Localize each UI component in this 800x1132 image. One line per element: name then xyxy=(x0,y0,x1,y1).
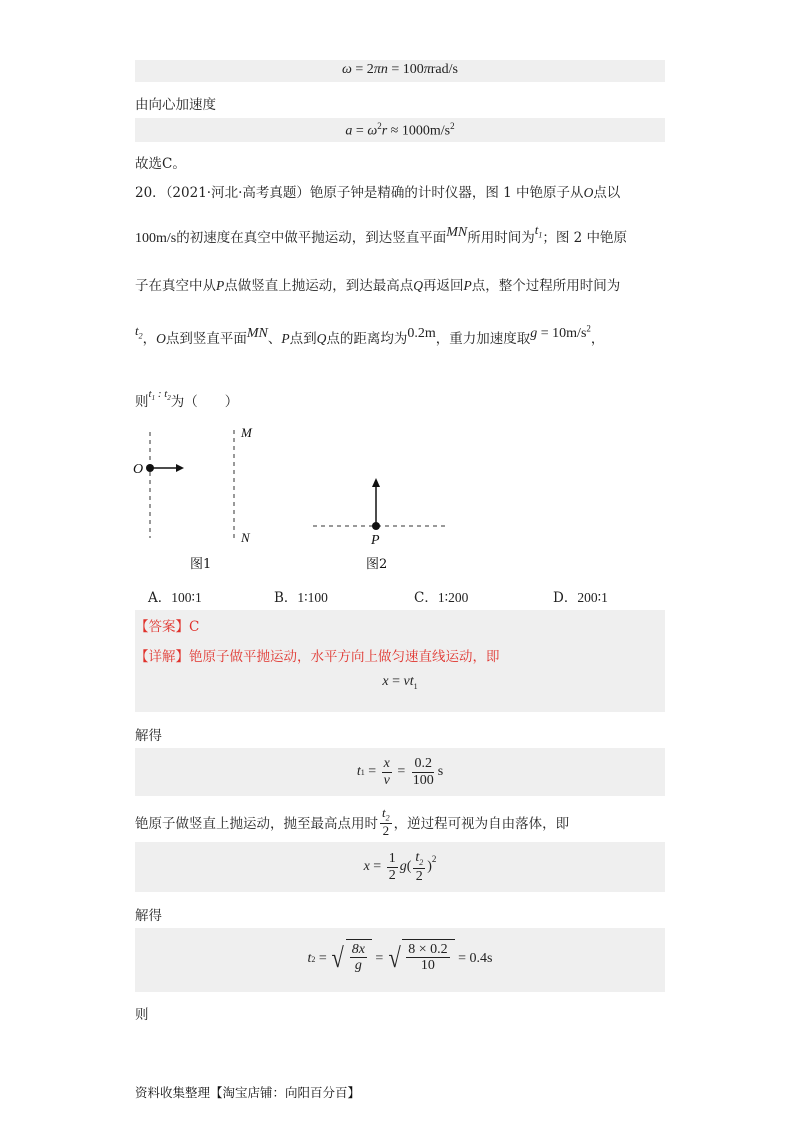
answer-value: C xyxy=(189,619,200,635)
denominator: 100 xyxy=(412,772,434,788)
sqrt-value: √ $\frac{8 \times 0.2}{10}$ xyxy=(387,939,455,979)
question-text: 铯原子钟是精确的计时仪器，图 1 中铯原子从 xyxy=(309,185,584,201)
subscript: 1 xyxy=(413,681,418,691)
line-text: 铯原子做竖直上抛运动，抛至最高点用时 xyxy=(135,816,378,833)
figures-diagram xyxy=(0,420,800,580)
footer-text: 资料收集整理【淘宝店铺：向阳百分百】 xyxy=(135,1085,361,1100)
subscript: 2 xyxy=(167,394,171,403)
vertical-throw-line xyxy=(135,806,569,839)
eq-text: = 2 xyxy=(351,62,374,77)
option-value: 200∶1 xyxy=(577,590,608,605)
option-a[interactable] xyxy=(148,586,202,606)
superscript: 2 xyxy=(586,323,591,334)
plane-MN: MN xyxy=(446,225,468,240)
omega-symbol: ω xyxy=(367,123,378,139)
superscript: 2 xyxy=(450,121,455,131)
eq-text: ≈ 1000m/s xyxy=(387,123,451,139)
n-symbol: n xyxy=(380,62,388,77)
question-text: 点做竖直上抛运动，到达最高点 xyxy=(224,278,414,294)
fraction-half xyxy=(387,851,398,883)
denominator: g xyxy=(354,958,362,974)
equation-omega xyxy=(0,62,800,78)
answer-label: 【答案】 xyxy=(135,619,189,635)
label-O: O xyxy=(133,462,144,477)
unit-text: rad/s xyxy=(430,62,458,77)
subscript: 2 xyxy=(138,331,143,341)
question-text: 所用时间为 xyxy=(467,230,535,246)
subscript: 1 xyxy=(538,230,543,240)
g-symbol: g xyxy=(530,326,538,341)
solve-label-2: 解得 xyxy=(135,908,162,924)
paren: ( xyxy=(406,859,412,874)
point-O: O xyxy=(583,185,594,200)
numerator: 0.2 xyxy=(414,756,432,772)
question-number: 20． xyxy=(135,185,166,201)
t-symbol: t xyxy=(356,764,361,779)
option-d[interactable] xyxy=(553,586,608,606)
subscript: 2 xyxy=(419,857,424,867)
option-letter: B． xyxy=(274,590,298,606)
eq-text: = xyxy=(315,951,331,966)
caption-figure-1: 图1 xyxy=(190,557,212,572)
numerator: 8 × 0.2 xyxy=(408,942,448,957)
question-text: ， xyxy=(590,331,605,347)
question-line-2 xyxy=(135,222,628,248)
question-text: 点到 xyxy=(289,331,317,347)
superscript: 2 xyxy=(377,121,382,131)
pi-symbol: π xyxy=(423,62,431,77)
question-line-4 xyxy=(135,323,605,349)
question-line-3 xyxy=(135,274,620,294)
eq-text: = xyxy=(388,674,404,689)
ratio-colon: : xyxy=(155,388,165,400)
label-centripetal: 由向心加速度 xyxy=(135,97,216,113)
question-text: 的初速度在真空中做平抛运动，到达竖直平面 xyxy=(176,230,447,246)
question-text: ；图 2 中铯原 xyxy=(542,230,628,246)
question-text: 点以 xyxy=(593,185,621,201)
eq-text: = 0.4s xyxy=(454,951,493,966)
subscript: 2 xyxy=(385,813,390,823)
point-P: P xyxy=(216,278,225,293)
question-text: 为（ ） xyxy=(170,394,239,410)
option-value: 100∶1 xyxy=(171,590,202,605)
unit-text: s xyxy=(437,764,444,779)
question-text: 、 xyxy=(267,331,282,347)
numerator: 1 xyxy=(388,851,396,867)
denominator: 10 xyxy=(420,958,435,974)
t1-symbol: t xyxy=(534,222,539,237)
t1-symbol: t xyxy=(148,388,152,400)
line-text: ，逆过程可视为自由落体，即 xyxy=(393,816,570,833)
option-b[interactable] xyxy=(274,586,328,606)
eq-text: = xyxy=(352,123,368,139)
label-M: M xyxy=(241,425,252,440)
eq-text: = xyxy=(371,951,387,966)
fraction-value xyxy=(411,756,436,788)
answer-line xyxy=(135,615,199,635)
denominator: 2 xyxy=(415,868,423,884)
point-P: P xyxy=(463,278,472,293)
point-P: P xyxy=(281,331,290,346)
equation-t2 xyxy=(0,931,800,987)
arrowhead-icon xyxy=(176,464,184,472)
question-text: 点到竖直平面 xyxy=(165,331,247,347)
t2-symbol: t xyxy=(164,388,168,400)
denominator: v xyxy=(383,772,390,788)
point-Q: Q xyxy=(413,278,423,293)
t-symbol: t xyxy=(307,951,312,966)
question-line-5 xyxy=(135,390,238,411)
omega-symbol: ω xyxy=(342,62,352,77)
subscript: 1 xyxy=(360,767,365,777)
equation-x-vt1 xyxy=(0,674,800,691)
numerator: t xyxy=(415,850,420,865)
g-symbol: g xyxy=(399,859,407,874)
option-letter: D． xyxy=(553,590,578,606)
eq-text: = 100 xyxy=(387,62,424,77)
eq-text: = xyxy=(364,764,380,779)
fraction-t2-over-2 xyxy=(413,850,425,884)
option-c[interactable] xyxy=(414,586,468,606)
eq-text: = xyxy=(369,859,385,874)
eq-text: = xyxy=(393,764,409,779)
detail-text: 铯原子做平抛运动，水平方向上做匀速直线运动，即 xyxy=(189,649,500,665)
point-Q: Q xyxy=(316,331,327,346)
r-symbol: r xyxy=(381,123,388,139)
question-line-1 xyxy=(135,181,620,201)
question-text: 点，整个过程所用时间为 xyxy=(471,278,621,294)
numerator: x xyxy=(383,756,390,772)
arrowhead-icon xyxy=(372,478,380,487)
denominator: 2 xyxy=(388,867,396,883)
option-letter: A． xyxy=(148,590,172,606)
choose-c: 故选C。 xyxy=(135,156,186,172)
option-value: 1∶100 xyxy=(297,590,328,605)
option-letter: C． xyxy=(414,590,438,606)
t2-symbol: t xyxy=(135,323,139,338)
label-N: N xyxy=(241,530,250,545)
speed-value: 100m/s xyxy=(135,231,177,246)
option-value: 1∶200 xyxy=(437,590,469,605)
g-value: = 10m/s xyxy=(537,326,587,341)
question-text: 点的距离均为 xyxy=(326,331,408,347)
fraction-x-over-v xyxy=(382,756,392,788)
label-P: P xyxy=(371,533,380,548)
question-text: ，重力加速度取 xyxy=(435,331,531,347)
equation-x-free-fall xyxy=(0,845,800,889)
then-label: 则 xyxy=(135,1007,149,1023)
x-symbol: x xyxy=(382,674,389,689)
t-symbol: t xyxy=(409,674,414,689)
numerator: t xyxy=(382,805,386,820)
detail-label: 【详解】 xyxy=(135,649,189,665)
numerator: 8x xyxy=(351,942,365,957)
question-text: 子在真空中从 xyxy=(135,278,216,294)
equation-t1 xyxy=(0,751,800,793)
sqrt-8x-over-g: √ $\frac{8x}{g}$ xyxy=(330,939,372,979)
caption-figure-2: 图2 xyxy=(366,557,388,572)
detail-line xyxy=(135,645,500,665)
equation-a xyxy=(0,121,800,140)
pi-symbol: π xyxy=(373,62,381,77)
subscript: 1 xyxy=(151,394,156,403)
a-symbol: a xyxy=(345,123,353,139)
v-symbol: v xyxy=(403,674,410,689)
point-O: O xyxy=(156,331,166,346)
subscript: 2 xyxy=(311,954,316,964)
question-text: 再返回 xyxy=(423,278,464,294)
denominator: 2 xyxy=(382,823,390,839)
distance-value: 0.2m xyxy=(407,326,436,341)
x-symbol: x xyxy=(363,859,370,874)
solve-label-1: 解得 xyxy=(135,728,162,744)
paren: ) xyxy=(427,859,432,874)
question-text: 则 xyxy=(135,394,149,410)
superscript: 2 xyxy=(431,854,437,864)
plane-MN: MN xyxy=(246,326,268,341)
question-text: ， xyxy=(142,331,157,347)
question-source: （2021·河北·高考真题） xyxy=(165,185,310,201)
fraction-t2-over-2 xyxy=(380,806,392,839)
